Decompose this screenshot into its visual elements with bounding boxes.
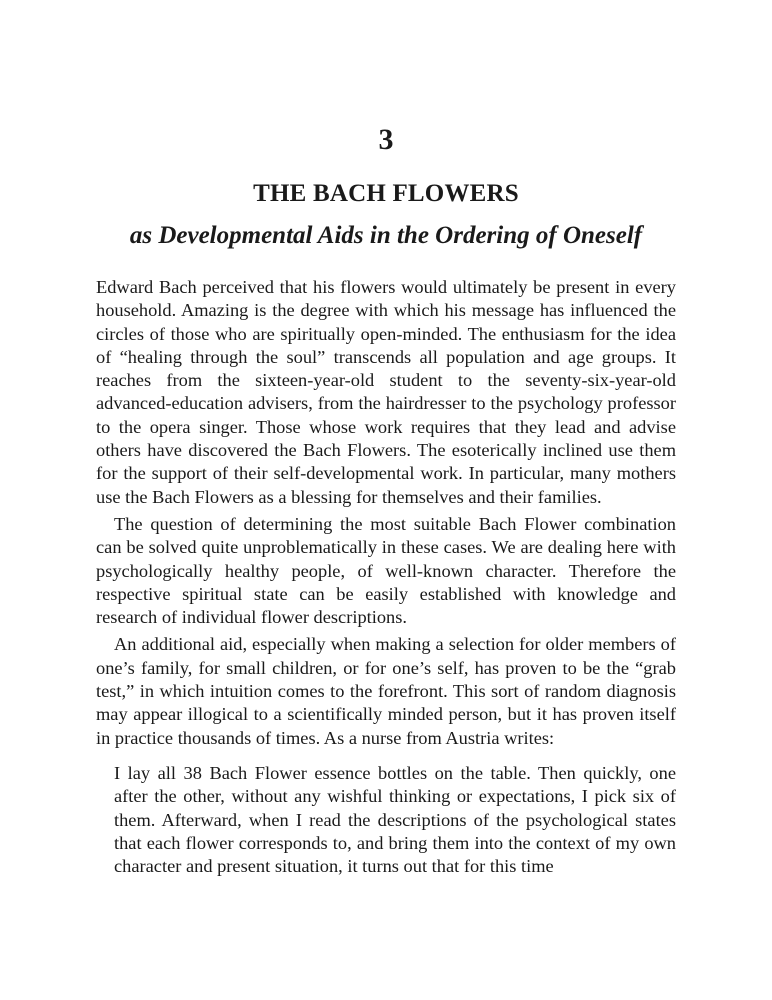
paragraph-1: Edward Bach perceived that his flowers would ultimately be present in every household. Amazing is the degree with which his message has influenced the circles of those who are spiritually open-minded. The enthusiasm for the idea of “healing through the soul” transcends all population and age groups. It reaches from the sixteen-year-old student to the seventy-six-year-old advanced-education advisers, from the hairdresser to the psychology professor to the opera singer. Those whose work requires that they lead and advise others have discovered the Bach Flowers. The esoterically inclined use them for the support of their self-developmental work. In particular, many mothers use the Bach Flowers as a blessing for themselves and their families. bbox=[96, 277, 676, 507]
chapter-subtitle: as Developmental Aids in the Ordering of Oneself bbox=[129, 222, 643, 249]
paragraph-2: The question of determining the most suitable Bach Flower combination can be solved quite unproblematically in these cases. We are dealing here with psychologically healthy people, of well-known character. Therefore the respective spiritual state can be easily established with knowledge and research of individual flower descriptions. bbox=[96, 513, 676, 628]
chapter-title: THE BACH FLOWERS bbox=[253, 180, 519, 207]
chapter-body bbox=[96, 276, 676, 878]
block-quote: I lay all 38 Bach Flower essence bottles on the table. Then quickly, one after the other, without any wishful thinking or expectations, I pick six of them. Afterward, when I read the descriptions of the psychological states that each flower corresponds to, and bring them into the context of my own character and present situation, it turns out that for this time bbox=[114, 762, 676, 877]
book-page bbox=[96, 118, 676, 878]
chapter-number: 3 bbox=[378, 123, 394, 156]
paragraph-3: An additional aid, especially when making a selection for older members of one’s family, for small children, or for one’s self, has proven to be the “grab test,” in which intuition comes to the forefront. This sort of random diagnosis may appear illogical to a scientifically minded person, but it has proven itself in practice thousands of times. As a nurse from Austria writes: bbox=[96, 634, 676, 748]
